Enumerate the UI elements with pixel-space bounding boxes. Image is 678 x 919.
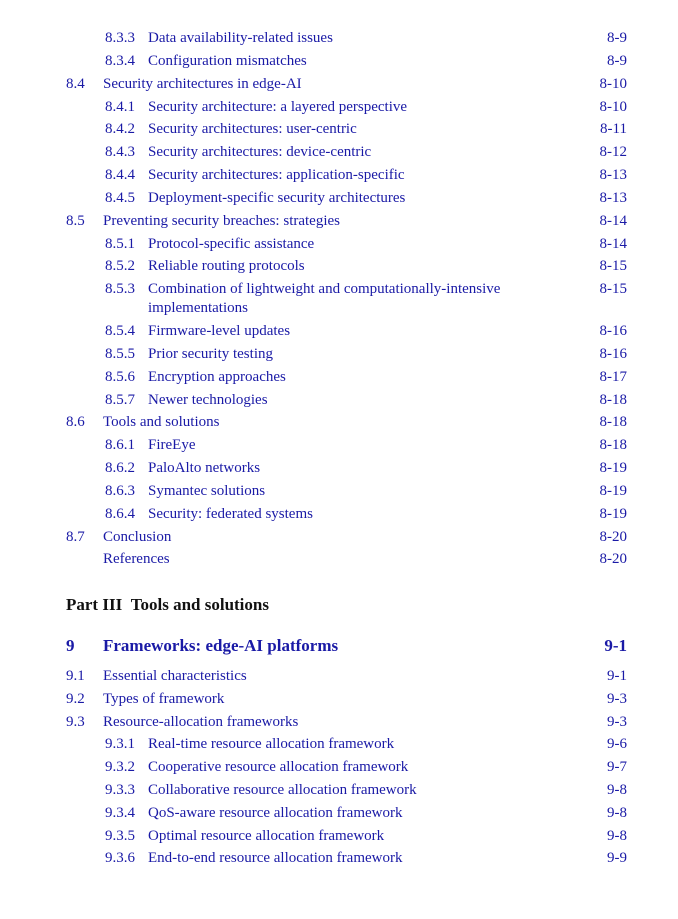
- entry-title: Configuration mismatches: [148, 53, 307, 69]
- entry-number: 8.7: [66, 529, 85, 545]
- entry-page: 8-17: [599, 369, 627, 385]
- entry-number: 8.4.4: [105, 167, 135, 183]
- entry-number: 8.5.6: [105, 369, 135, 385]
- entry-number: 8.5.5: [105, 346, 135, 362]
- entry-page: 8-18: [599, 392, 627, 408]
- chapter-number: 9: [66, 636, 75, 655]
- entry-title: Security architectures: user-centric: [148, 121, 357, 137]
- part-heading: [66, 595, 269, 615]
- entry-number: 9.3.3: [105, 782, 135, 798]
- entry-page: 8-16: [599, 346, 627, 362]
- entry-number: 9.3.2: [105, 759, 135, 775]
- entry-page: 9-8: [607, 828, 627, 844]
- entry-page: 8-9: [607, 30, 627, 46]
- entry-title-continuation: implementations: [148, 300, 248, 316]
- entry-title: Combination of lightweight and computationally-intensive: [148, 281, 501, 297]
- entry-title: End-to-end resource allocation framework: [148, 850, 403, 866]
- entry-number: 8.4.2: [105, 121, 135, 137]
- entry-title: Cooperative resource allocation framework: [148, 759, 409, 775]
- entry-number: 8.6: [66, 414, 85, 430]
- entry-title: Preventing security breaches: strategies: [103, 213, 340, 229]
- entry-title: Data availability-related issues: [148, 30, 333, 46]
- entry-number: 8.5.1: [105, 236, 135, 252]
- entry-title: Protocol-specific assistance: [148, 236, 315, 252]
- entry-number: 9.3: [66, 714, 85, 730]
- entry-title: Essential characteristics: [103, 668, 247, 684]
- entry-page: 8-19: [599, 483, 627, 499]
- entry-page: 8-20: [599, 529, 627, 545]
- entry-number: 8.5.3: [105, 281, 135, 297]
- entry-title: Firmware-level updates: [148, 323, 291, 339]
- entry-title: Reliable routing protocols: [148, 258, 305, 274]
- entry-page: 8-9: [607, 53, 627, 69]
- entry-number: 8.4.5: [105, 190, 135, 206]
- entry-title: Symantec solutions: [148, 483, 266, 499]
- entry-page: 8-10: [599, 76, 627, 92]
- entry-title: Security architectures: device-centric: [148, 144, 372, 160]
- entry-page: 9-8: [607, 782, 627, 798]
- entry-number: 9.2: [66, 691, 85, 707]
- entry-page: 8-11: [600, 121, 627, 137]
- entry-number: 9.3.4: [105, 805, 135, 821]
- entry-number: 8.6.3: [105, 483, 135, 499]
- entry-title: Collaborative resource allocation framework: [148, 782, 417, 798]
- entry-number: 8.4.3: [105, 144, 135, 160]
- entry-number: 8.5.4: [105, 323, 135, 339]
- entry-number: 8.4.1: [105, 99, 135, 115]
- entry-number: 8.3.3: [105, 30, 135, 46]
- entry-page: 9-9: [607, 850, 627, 866]
- entry-page: 9-6: [607, 736, 627, 752]
- entry-title: References: [103, 551, 170, 567]
- entry-page: 8-13: [599, 167, 627, 183]
- entry-title: QoS-aware resource allocation framework: [148, 805, 403, 821]
- entry-title: Prior security testing: [148, 346, 273, 362]
- entry-page: 9-3: [607, 691, 627, 707]
- entry-page: 9-8: [607, 805, 627, 821]
- entry-page: 8-16: [599, 323, 627, 339]
- entry-title: Tools and solutions: [103, 414, 220, 430]
- part-title: Tools and solutions: [130, 595, 269, 614]
- entry-number: 8.5.2: [105, 258, 135, 274]
- entry-title: Conclusion: [103, 529, 172, 545]
- entry-title: Real-time resource allocation framework: [148, 736, 395, 752]
- entry-title: Security architectures in edge-AI: [103, 76, 302, 92]
- entry-title: Security: federated systems: [148, 506, 313, 522]
- entry-number: 8.5: [66, 213, 85, 229]
- entry-number: 8.4: [66, 76, 85, 92]
- entry-title: Newer technologies: [148, 392, 268, 408]
- entry-title: Types of framework: [103, 691, 225, 707]
- entry-title: FireEye: [148, 437, 196, 453]
- entry-number: 8.3.4: [105, 53, 135, 69]
- entry-number: 8.5.7: [105, 392, 135, 408]
- entry-number: 9.3.5: [105, 828, 135, 844]
- entry-page: 8-15: [599, 281, 627, 297]
- entry-title: Encryption approaches: [148, 369, 286, 385]
- entry-page: 9-7: [607, 759, 627, 775]
- entry-page: 9-1: [607, 668, 627, 684]
- entry-title: Resource-allocation frameworks: [103, 714, 299, 730]
- entry-page: 8-10: [599, 99, 627, 115]
- entry-title: Security architectures: application-specific: [148, 167, 405, 183]
- entry-page: 8-14: [599, 236, 627, 252]
- entry-number: 9.3.6: [105, 850, 135, 866]
- entry-page: 8-19: [599, 506, 627, 522]
- entry-title: PaloAlto networks: [148, 460, 261, 476]
- entry-number: 8.6.2: [105, 460, 135, 476]
- entry-page: 8-20: [599, 551, 627, 567]
- entry-page: 8-12: [599, 144, 627, 160]
- entry-title: Security architecture: a layered perspective: [148, 99, 408, 115]
- chapter-page: 9-1: [604, 636, 627, 655]
- entry-page: 9-3: [607, 714, 627, 730]
- entry-page: 8-14: [599, 213, 627, 229]
- entry-page: 8-18: [599, 437, 627, 453]
- part-label: Part III: [66, 595, 123, 614]
- entry-title: Deployment-specific security architectures: [148, 190, 406, 206]
- entry-page: 8-18: [599, 414, 627, 430]
- entry-title: Optimal resource allocation framework: [148, 828, 385, 844]
- chapter-title: Frameworks: edge-AI platforms: [103, 636, 339, 655]
- entry-number: 9.1: [66, 668, 85, 684]
- entry-number: 9.3.1: [105, 736, 135, 752]
- entry-page: 8-13: [599, 190, 627, 206]
- entry-number: 8.6.4: [105, 506, 135, 522]
- entry-page: 8-19: [599, 460, 627, 476]
- entry-number: 8.6.1: [105, 437, 135, 453]
- entry-page: 8-15: [599, 258, 627, 274]
